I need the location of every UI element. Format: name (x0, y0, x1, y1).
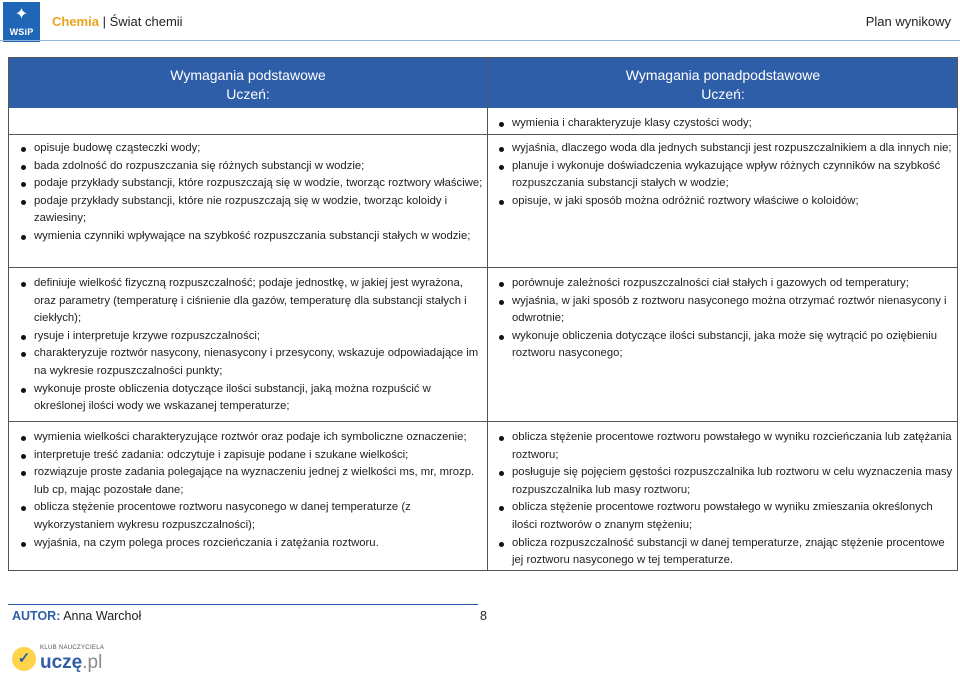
author-line (12, 609, 141, 623)
bullet-icon (21, 436, 26, 441)
header-doc-type: Plan wynikowy (865, 14, 951, 29)
right-column-subtitle: Uczeń: (701, 86, 745, 102)
bullet-icon (21, 454, 26, 459)
bullet-icon (21, 282, 26, 287)
row2-left-cell (19, 275, 483, 416)
bullet-icon (499, 335, 504, 340)
list-item: charakteryzuje roztwór nasycony, nienasycony i przesycony, wskazuje odpowiadające im na wykresie rozpuszczalności punkty; (19, 345, 483, 380)
right-intro-cell (497, 115, 953, 133)
left-column-title: Wymagania podstawowe (170, 67, 326, 83)
header-brand: Chemia (52, 14, 99, 29)
right-column-title: Wymagania ponadpodstawowe (625, 67, 821, 83)
ucze-logo (12, 644, 105, 674)
bullet-icon (21, 200, 26, 205)
row2-right-cell (497, 275, 953, 363)
bullet-icon (499, 300, 504, 305)
left-column-subtitle: Uczeń: (226, 86, 270, 102)
list-item: rozwiązuje proste zadania polegające na wyznaczeniu jednej z wielkości ms, mr, mrozp. lub cp, mając pozostałe dane; (19, 464, 483, 499)
list-item: planuje i wykonuje doświadczenia wykazujące wpływ różnych czynników na szybkość rozpuszczania substancji stałych w wodzie; (497, 158, 953, 193)
bullet-icon (21, 388, 26, 393)
list-item: oblicza stężenie procentowe roztworu powstałego w wyniku zmieszania określonych ilości roztworów o znanym stężeniu; (497, 499, 953, 534)
list-item: wykonuje obliczenia dotyczące ilości substancji, jaka może się wytrącić po oziębieniu roztworu nasyconego; (497, 328, 953, 363)
bullet-icon (499, 122, 504, 127)
list-item: wymienia wielkości charakteryzujące roztwór oraz podaje ich symboliczne oznaczenie; (19, 429, 483, 447)
list-item: wyjaśnia, dlaczego woda dla jednych substancji jest rozpuszczalnikiem a dla innych nie; (497, 140, 953, 158)
row1-left-cell (19, 140, 483, 246)
bullet-icon (21, 506, 26, 511)
list-item: wyjaśnia, na czym polega proces rozcieńczania i zatężania roztworu. (19, 535, 483, 553)
row1-right-cell (497, 140, 953, 210)
list-item: opisuje, w jaki sposób można odróżnić roztwory właściwe o koloidów; (497, 193, 953, 211)
list-item: interpretuje treść zadania: odczytuje i zapisuje podane i szukane wielkości; (19, 447, 483, 465)
header-divider (0, 40, 960, 41)
ucze-logo-small-text: KLUB NAUCZYCIELA (40, 645, 105, 651)
right-column-header (488, 58, 957, 108)
row-divider (9, 134, 957, 135)
ucze-logo-mark-icon: ✓ (12, 647, 36, 671)
author-name: Anna Warchoł (63, 609, 142, 623)
bullet-icon (21, 235, 26, 240)
bullet-icon (499, 147, 504, 152)
bullet-icon (499, 542, 504, 547)
requirements-table (8, 57, 958, 571)
footer-divider (8, 604, 478, 605)
list-item: wykonuje proste obliczenia dotyczące ilości substancji, jaką można rozpuścić w określonej ilości wody we wskazanej temperaturze; (19, 381, 483, 416)
header-title (52, 14, 183, 29)
author-label: AUTOR: (12, 609, 61, 623)
list-item: definiuje wielkość fizyczną rozpuszczalność; podaje jednostkę, w jakiej jest wyrażona, oraz parametry (temperaturę i ciśnienie dla gazów, temperaturę dla substancji stałych i ciekłych); (19, 275, 483, 328)
list-item: opisuje budowę cząsteczki wody; (19, 140, 483, 158)
row3-right-cell (497, 429, 953, 570)
row3-left-cell (19, 429, 483, 552)
list-item: podaje przykłady substancji, które nie rozpuszczają się w wodzie, tworząc koloidy i zawiesiny; (19, 193, 483, 228)
bullet-icon (499, 471, 504, 476)
header-subtitle: Świat chemii (109, 14, 183, 29)
row-divider (9, 267, 957, 268)
list-item: oblicza stężenie procentowe roztworu nasyconego w danej temperaturze (z wykorzystaniem wykresu rozpuszczalności); (19, 499, 483, 534)
bullet-icon (21, 352, 26, 357)
bullet-icon (21, 471, 26, 476)
ucze-logo-word: uczę.pl (40, 652, 103, 673)
list-item: bada zdolność do rozpuszczania się różnych substancji w wodzie; (19, 158, 483, 176)
list-item: wymienia czynniki wpływające na szybkość rozpuszczania substancji stałych w wodzie; (19, 228, 483, 246)
bullet-icon (21, 165, 26, 170)
list-item: wyjaśnia, w jaki sposób z roztworu nasyconego można otrzymać roztwór nienasycony i odwrotnie; (497, 293, 953, 328)
bullet-icon (499, 200, 504, 205)
list-item: posługuje się pojęciem gęstości rozpuszczalnika lub roztworu w celu wyznaczenia masy rozpuszczalnika lub masy roztworu; (497, 464, 953, 499)
page-number: 8 (480, 609, 487, 623)
list-item: wymienia i charakteryzuje klasy czystości wody; (497, 115, 953, 133)
bullet-icon (21, 542, 26, 547)
header-separator: | (98, 14, 110, 29)
list-item: oblicza stężenie procentowe roztworu powstałego w wyniku rozcieńczania lub zatężania roztworu; (497, 429, 953, 464)
bullet-icon (499, 282, 504, 287)
bullet-icon (499, 436, 504, 441)
wsip-logo-text: WSiP (9, 27, 34, 37)
wsip-logo-mark-icon: ✦ (14, 6, 29, 23)
row-divider (9, 421, 957, 422)
wsip-logo (3, 2, 40, 42)
bullet-icon (21, 335, 26, 340)
list-item: porównuje zależności rozpuszczalności ciał stałych i gazowych od temperatury; (497, 275, 953, 293)
bullet-icon (499, 506, 504, 511)
bullet-icon (21, 182, 26, 187)
left-column-header (9, 58, 487, 108)
list-item: oblicza rozpuszczalność substancji w danej temperaturze, znając stężenie procentowe jej roztworu nasyconego w tej temperaturze. (497, 535, 953, 570)
column-divider (487, 58, 488, 570)
list-item: podaje przykłady substancji, które rozpuszczają się w wodzie, tworząc roztwory właściwe; (19, 175, 483, 193)
bullet-icon (21, 147, 26, 152)
bullet-icon (499, 165, 504, 170)
list-item: rysuje i interpretuje krzywe rozpuszczalności; (19, 328, 483, 346)
